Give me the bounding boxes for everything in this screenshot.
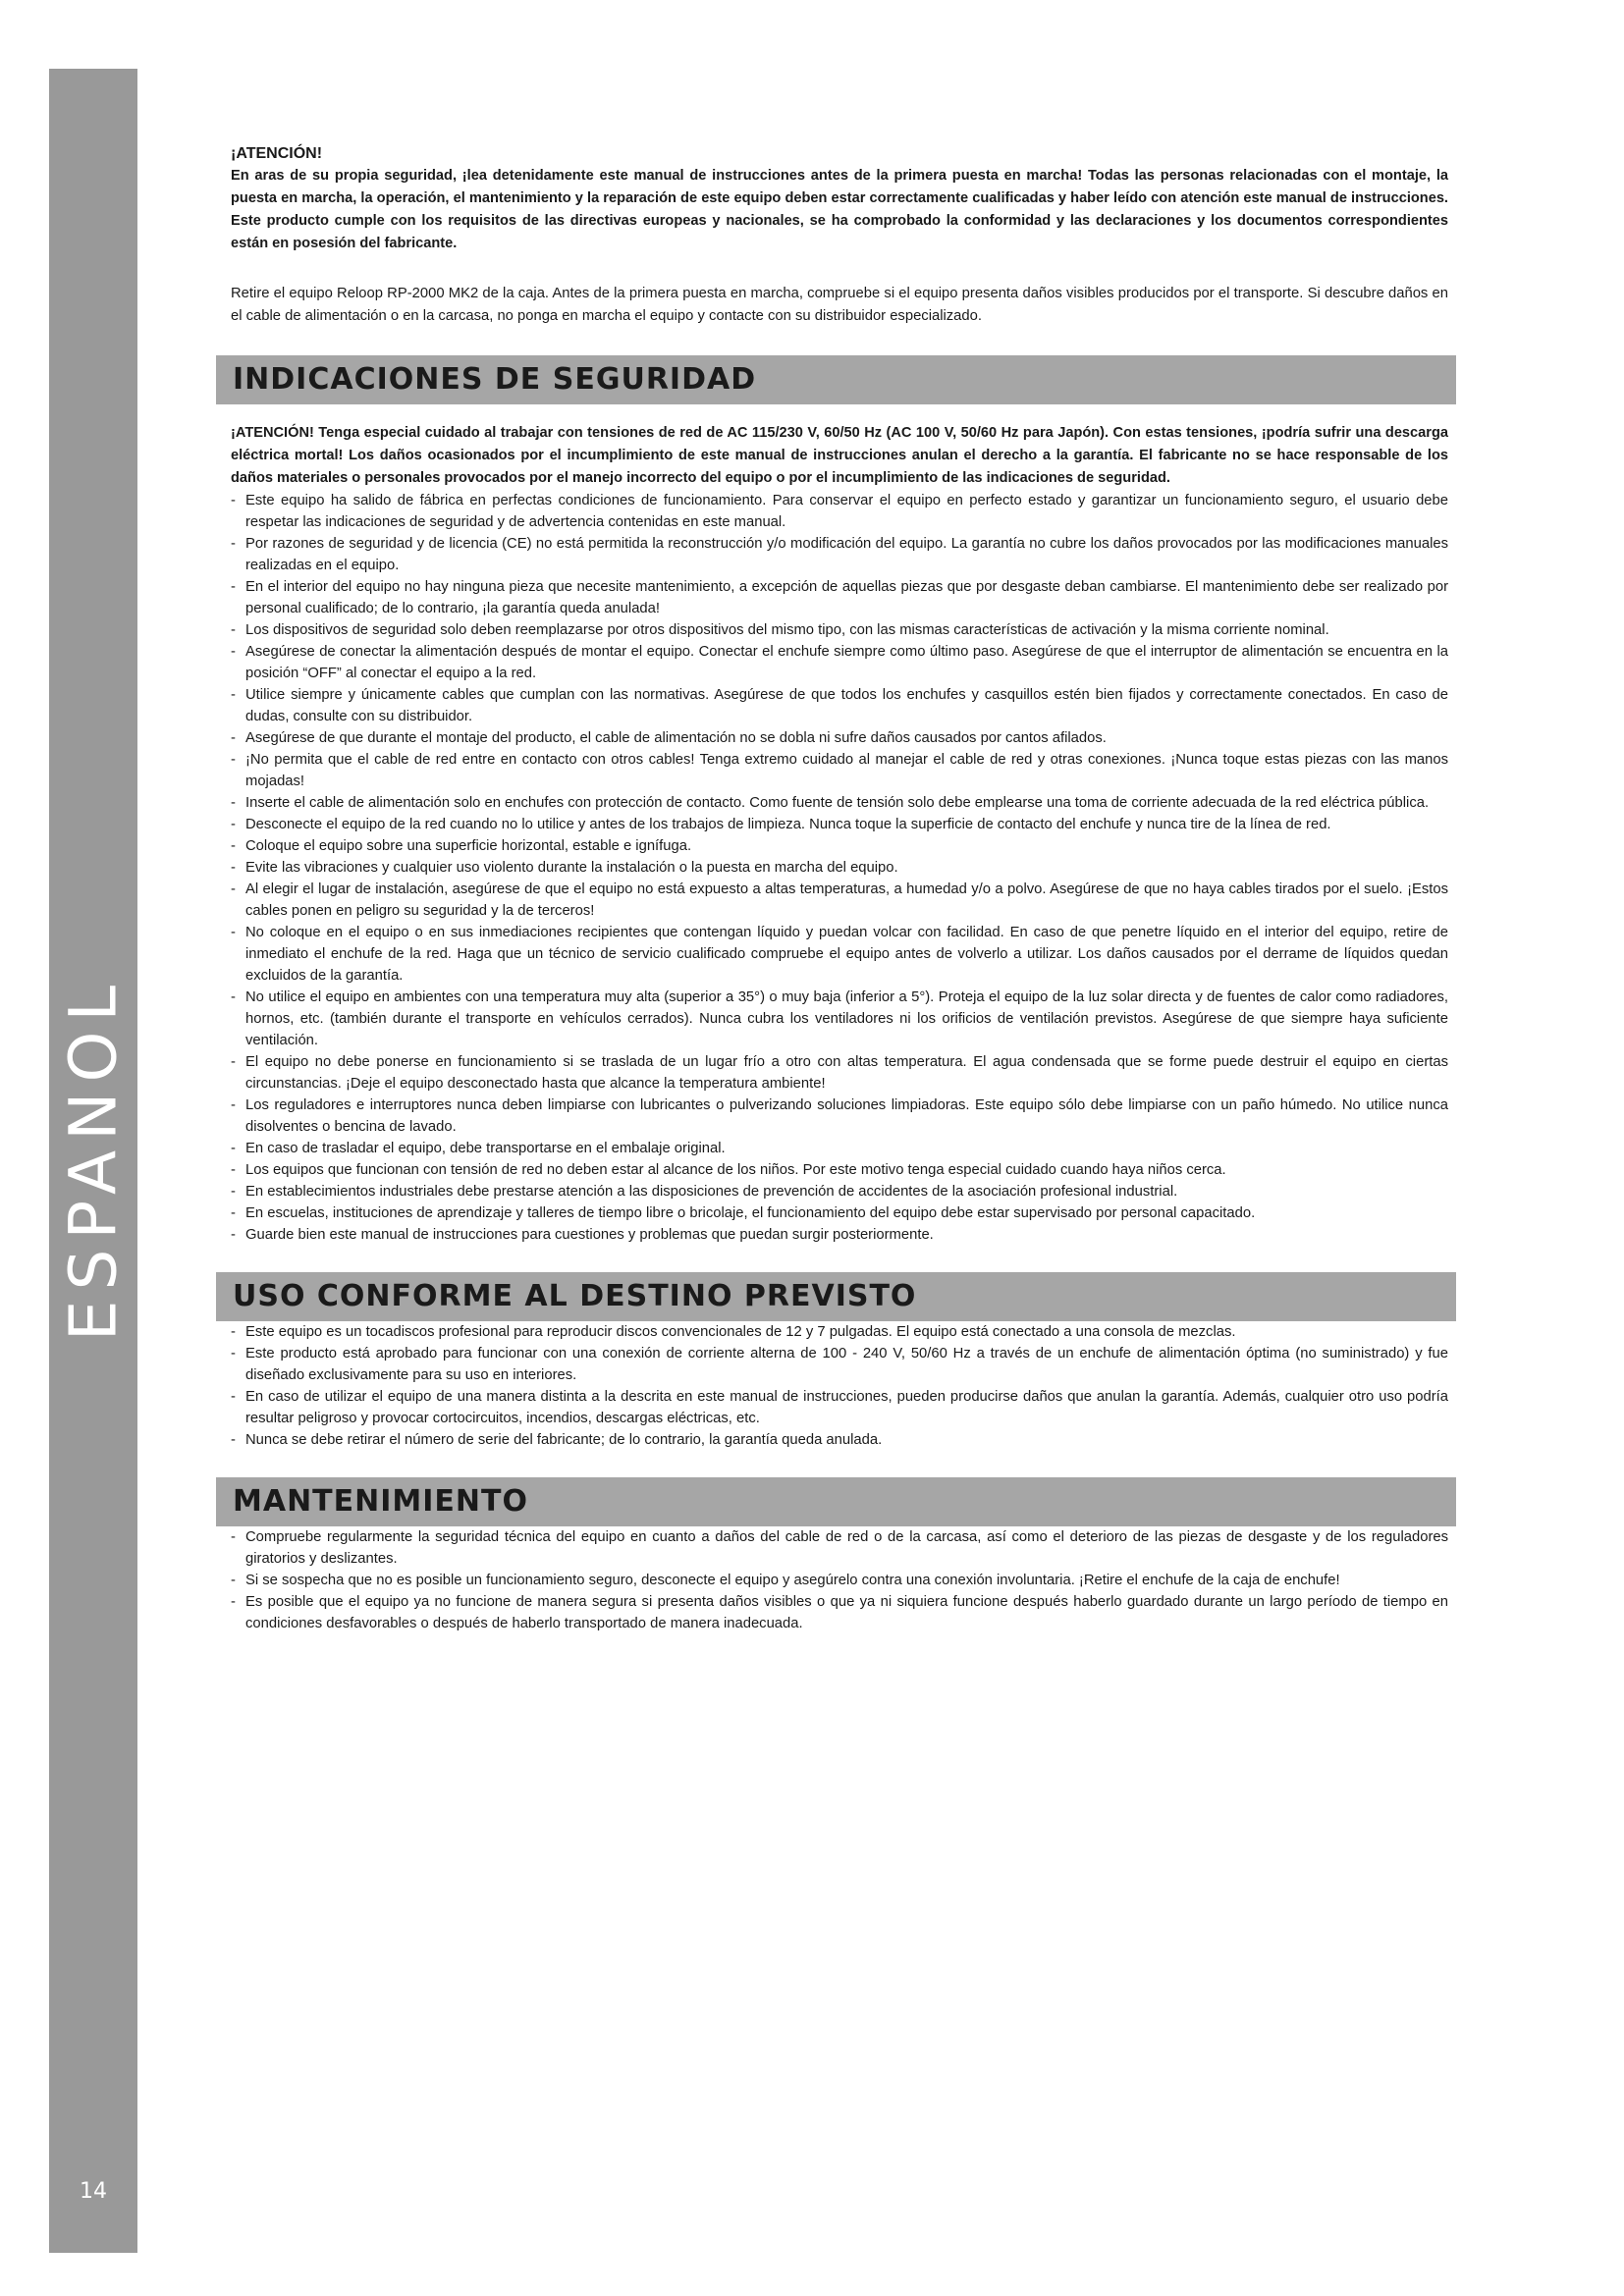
list-item: - Utilice siempre y únicamente cables que cumplan con las normativas. Asegúrese de que todos los enchufes y casquillos estén bien fijados y correctamente conectados. En caso de dudas, consulte con su distribuidor. <box>231 684 1448 727</box>
page-content <box>231 145 1448 1634</box>
list-item: - Compruebe regularmente la seguridad técnica del equipo en cuanto a daños del cable de red o de la carcasa, así como el deterioro de las piezas de desgaste y de los reguladores giratorios y deslizantes. <box>231 1526 1448 1570</box>
list-item: - Guarde bien este manual de instrucciones para cuestiones y problemas que puedan surgir posteriormente. <box>231 1224 1448 1246</box>
language-label-text: ESPANOL <box>55 975 132 1342</box>
safety-list <box>231 490 1448 1246</box>
language-label <box>49 975 137 1342</box>
list-item: - Desconecte el equipo de la red cuando no lo utilice y antes de los trabajos de limpieza. Nunca toque la superficie de contacto del enchufe y nunca tire de la línea de red. <box>231 814 1448 835</box>
list-item: - No coloque en el equipo o en sus inmediaciones recipientes que contengan líquido y puedan volcar con facilidad. En caso de que penetre líquido en el interior del equipo, retire de inmediato el enchufe de la red. Haga que un técnico de servicio cualificado compruebe el equipo antes de volverlo a utilizar. Los daños causados por el derrame de líquidos quedan excluidos de la garantía. <box>231 922 1448 987</box>
list-item: - Asegúrese de que durante el montaje del producto, el cable de alimentación no se dobla ni sufre daños causados por cantos afilados. <box>231 727 1448 749</box>
maintenance-heading: MANTENIMIENTO <box>216 1477 1456 1526</box>
list-item: - Es posible que el equipo ya no funcione de manera segura si presenta daños visibles o que ya ni siquiera funcione después haberlo guardado durante un largo período de tiempo en condiciones desfavorables o después de haberlo transportado de manera inadecuada. <box>231 1591 1448 1634</box>
list-item: - Si se sospecha que no es posible un funcionamiento seguro, desconecte el equipo y asegúrelo contra una conexión involuntaria. ¡Retire el enchufe de la caja de enchufe! <box>231 1570 1448 1591</box>
list-item: - Este equipo es un tocadiscos profesional para reproducir discos convencionales de 12 y 7 pulgadas. El equipo está conectado a una consola de mezclas. <box>231 1321 1448 1343</box>
attention-body: En aras de su propia seguridad, ¡lea detenidamente este manual de instrucciones antes de la primera puesta en marcha! Todas las personas relacionadas con el montaje, la puesta en marcha, la operación, el mantenimiento y la reparación de este equipo deben estar correctamente cualificadas y haber leído con atención este manual de instrucciones. Este producto cumple con los requisitos de las directivas europeas y nacionales, se ha comprobado la conformidad y las declaraciones y los documentos correspondientes están en posesión del fabricante. <box>231 168 1448 251</box>
list-item: - Este equipo ha salido de fábrica en perfectas condiciones de funcionamiento. Para conservar el equipo en perfecto estado y garantizar un funcionamiento seguro, el usuario debe respetar las indicaciones de seguridad y de advertencia contenidas en este manual. <box>231 490 1448 533</box>
list-item: - Asegúrese de conectar la alimentación después de montar el equipo. Conectar el enchufe siempre como último paso. Asegúrese de que el interruptor de alimentación se encuentra en la posición “OFF” al conectar el equipo a la red. <box>231 641 1448 684</box>
list-item: - Al elegir el lugar de instalación, asegúrese de que el equipo no está expuesto a altas temperaturas, a humedad y/o a polvo. Asegúrese de que no haya cables tirados por el suelo. ¡Estos cables ponen en peligro su seguridad y la de terceros! <box>231 879 1448 922</box>
list-item: - En establecimientos industriales debe prestarse atención a las disposiciones de prevención de accidentes de la asociación profesional industrial. <box>231 1181 1448 1202</box>
intended-use-heading: USO CONFORME AL DESTINO PREVISTO <box>216 1272 1456 1321</box>
list-item: - En escuelas, instituciones de aprendizaje y talleres de tiempo libre o bricolaje, el funcionamiento del equipo debe estar supervisado por personal capacitado. <box>231 1202 1448 1224</box>
list-item: - Los equipos que funcionan con tensión de red no deben estar al alcance de los niños. Por este motivo tenga especial cuidado cuando haya niños cerca. <box>231 1159 1448 1181</box>
list-item: - Evite las vibraciones y cualquier uso violento durante la instalación o la puesta en marcha del equipo. <box>231 857 1448 879</box>
unpacking-intro: Retire el equipo Reloop RP-2000 MK2 de la caja. Antes de la primera puesta en marcha, compruebe si el equipo presenta daños visibles producidos por el transporte. Si descubre daños en el cable de alimentación o en la carcasa, no ponga en marcha el equipo y contacte con su distribuidor especializado. <box>231 286 1448 324</box>
list-item: - En caso de trasladar el equipo, debe transportarse en el embalaje original. <box>231 1138 1448 1159</box>
list-item: - Este producto está aprobado para funcionar con una conexión de corriente alterna de 100 - 240 V, 50/60 Hz a través de un enchufe de alimentación óptima (no suministrado) y fue diseñado exclusivamente para su uso en interiores. <box>231 1343 1448 1386</box>
list-item: - Nunca se debe retirar el número de serie del fabricante; de lo contrario, la garantía queda anulada. <box>231 1429 1448 1451</box>
list-item: - Coloque el equipo sobre una superficie horizontal, estable e ignífuga. <box>231 835 1448 857</box>
list-item: - ¡No permita que el cable de red entre en contacto con otros cables! Tenga extremo cuidado al manejar el cable de red y otras conexiones. ¡Nunca toque estas piezas con las manos mojadas! <box>231 749 1448 792</box>
intended-use-list <box>231 1321 1448 1451</box>
list-item: - No utilice el equipo en ambientes con una temperatura muy alta (superior a 35°) o muy baja (inferior a 5°). Proteja el equipo de la luz solar directa y de fuentes de calor como radiadores, hornos, etc. (también durante el transporte en vehículos cerrados). Nunca cubra los ventiladores ni los orificios de ventilación previstos. Asegúrese de que siempre haya suficiente ventilación. <box>231 987 1448 1051</box>
list-item: - En el interior del equipo no hay ninguna pieza que necesite mantenimiento, a excepción de aquellas piezas que por desgaste deban cambiarse. El mantenimiento debe ser realizado por personal cualificado; de lo contrario, ¡la garantía queda anulada! <box>231 576 1448 619</box>
list-item: - Los dispositivos de seguridad solo deben reemplazarse por otros dispositivos del mismo tipo, con las mismas características de activación y la misma corriente nominal. <box>231 619 1448 641</box>
list-item: - Los reguladores e interruptores nunca deben limpiarse con lubricantes o pulverizando soluciones limpiadoras. Este equipo sólo debe limpiarse con un paño húmedo. No utilice nunca disolventes o bencina de lavado. <box>231 1095 1448 1138</box>
safety-warning: ¡ATENCIÓN! Tenga especial cuidado al trabajar con tensiones de red de AC 115/230 V, 60/50 Hz (AC 100 V, 50/60 Hz para Japón). Con estas tensiones, ¡podría sufrir una descarga eléctrica mortal! Los daños ocasionados por el incumplimiento de este manual de instrucciones anulan el derecho a la garantía. El fabricante no se hace responsable de los daños materiales o personales provocados por el manejo incorrecto del equipo o por el incumplimiento de las indicaciones de seguridad. <box>231 425 1448 486</box>
maintenance-list <box>231 1526 1448 1634</box>
safety-heading: INDICACIONES DE SEGURIDAD <box>216 355 1456 404</box>
list-item: - Inserte el cable de alimentación solo en enchufes con protección de contacto. Como fuente de tensión solo debe emplearse una toma de corriente adecuada de la red eléctrica pública. <box>231 792 1448 814</box>
page-number: 14 <box>80 2179 107 2204</box>
list-item: - El equipo no debe ponerse en funcionamiento si se traslada de un lugar frío a otro con altas temperatura. El agua condensada que se forme puede destruir el equipo en ciertas circunstancias. ¡Deje el equipo desconectado hasta que alcance la temperatura ambiente! <box>231 1051 1448 1095</box>
list-item: - Por razones de seguridad y de licencia (CE) no está permitida la reconstrucción y/o modificación del equipo. La garantía no cubre los daños provocados por las modificaciones manuales realizadas en el equipo. <box>231 533 1448 576</box>
attention-title: ¡ATENCIÓN! <box>231 145 323 162</box>
list-item: - En caso de utilizar el equipo de una manera distinta a la descrita en este manual de instrucciones, pueden producirse daños que anulan la garantía. Además, cualquier otro uso podría resultar peligroso y provocar cortocircuitos, incendios, descargas eléctricas, etc. <box>231 1386 1448 1429</box>
